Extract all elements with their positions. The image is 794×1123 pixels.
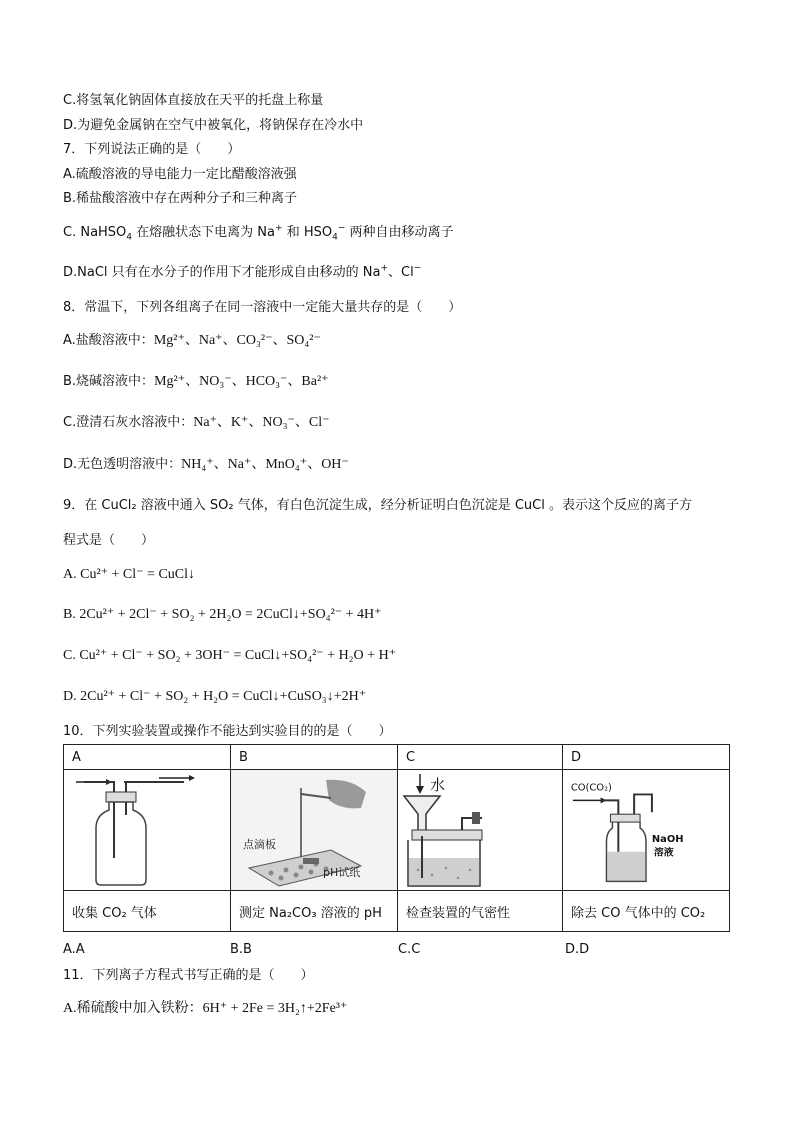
q9c-text: C. Cu²⁺ + Cl⁻ + SO₂ + 3OH⁻ = CuCl↓+SO₄²⁻ + H₂O + H⁺ (63, 648, 397, 663)
water-label: 水 (430, 776, 446, 794)
caption-a: 收集 CO₂ 气体 (64, 891, 231, 932)
naoh-label: NaOH (651, 833, 684, 845)
ph-paper-label: pH试纸 (323, 866, 361, 879)
table-header-a: A (64, 745, 231, 770)
table-header-b: B (231, 745, 398, 770)
q7c-part4: 两种自由移动离子 (349, 225, 454, 240)
option-d: D.D (565, 942, 590, 957)
option-a: A.A (63, 942, 85, 957)
table-header-c: C (398, 745, 563, 770)
caption-c: 检查装置的气密性 (398, 891, 563, 932)
q9b-text: B. 2Cu²⁺ + 2Cl⁻ + SO₂ + 2H₂O = 2CuCl↓+SO₄²⁻ + 4H⁺ (63, 607, 382, 622)
airtightness-figure (398, 770, 562, 890)
q8c-ions: Na⁺、K⁺、NO₃⁻、Cl⁻ (193, 415, 330, 430)
q7c-text (63, 224, 454, 242)
q9-stem-line1: 9．在 CuCl₂ 溶液中通入 SO₂ 气体，有白色沉淀生成，经分析证明白色沉淀是 CuCl 。表示这个反应的离子方 (63, 498, 692, 513)
q7c-part3: 和 HSO (286, 225, 333, 240)
q7-stem: 7．下列说法正确的是（ ） (63, 142, 241, 157)
q9-stem-line2: 程式是（ ） (63, 533, 155, 548)
q7c-part2: 在熔融状态下电离为 Na (136, 225, 275, 240)
q7d-text (63, 264, 421, 282)
q8b-ions: Mg²⁺、NO₃⁻、HCO₃⁻、Ba²⁺ (154, 374, 329, 389)
q8b-prefix: B.烧碱溶液中： (63, 374, 155, 389)
table-header-d: D (563, 745, 730, 770)
q8c-prefix: C.澄清石灰水溶液中： (63, 415, 194, 430)
q11a-text (63, 1000, 347, 1018)
q8d-ions: NH₄⁺、Na⁺、MnO₄⁺、OH⁻ (181, 457, 349, 472)
option-c: C.C (398, 942, 421, 957)
q8-stem: 8．常温下，下列各组离子在同一溶液中一定能大量共存的是（ ） (63, 300, 462, 315)
q8c-text (63, 414, 330, 432)
q6c-text: C.将氢氧化钠固体直接放在天平的托盘上称量 (63, 93, 324, 108)
q8a-ions: Mg²⁺、Na⁺、CO₃²⁻、SO₄²⁻ (153, 333, 321, 348)
figure-a-cell (64, 770, 231, 891)
q11-stem: 11．下列离子方程式书写正确的是（ ） (63, 968, 314, 983)
q8d-prefix: D.无色透明溶液中： (63, 457, 182, 472)
option-b: B.B (230, 942, 252, 957)
figure-b-cell (231, 770, 398, 891)
dropping-plate-label: 点滴板 (243, 838, 276, 851)
gas-label: CO(CO₂) (570, 782, 612, 794)
q11a-equation: A.稀硫酸中加入铁粉：6H⁺ + 2Fe = 3H₂↑+2Fe³⁺ (63, 1001, 348, 1016)
q10-options (63, 942, 730, 960)
q7d-part2: 、Cl (388, 265, 414, 280)
q8a-text (63, 332, 321, 350)
q7c-part1: C. NaHSO (63, 225, 127, 240)
caption-b: 测定 Na₂CO₃ 溶液的 pH (231, 891, 398, 932)
q7c-sup2: − (337, 223, 346, 234)
q7a-text: A.硫酸溶液的导电能力一定比醋酸溶液强 (63, 167, 297, 182)
solution-label: 溶液 (653, 847, 674, 859)
figure-c-cell (398, 770, 563, 891)
q7c-sub: 4 (126, 232, 133, 243)
experiment-table (63, 744, 730, 932)
q7d-sup2: − (413, 263, 422, 274)
q6d-text: D.为避免金属钠在空气中被氧化，将钠保存在冷水中 (63, 118, 364, 133)
q7b-text: B.稀盐酸溶液中存在两种分子和三种离子 (63, 191, 298, 206)
gas-washing-figure (563, 770, 729, 890)
q9a-text: A. Cu²⁺ + Cl⁻ = CuCl↓ (63, 567, 196, 582)
q9d-text: D. 2Cu²⁺ + Cl⁻ + SO₂ + H₂O = CuCl↓+CuSO₃↓+2H⁺ (63, 689, 367, 704)
q8a-prefix: A.盐酸溶液中： (63, 333, 154, 348)
ph-test-figure (231, 770, 397, 890)
gas-bottle-figure (64, 770, 230, 890)
q8d-text (63, 456, 349, 474)
q7c-sup1: + (275, 223, 283, 234)
q7c-sub2: 4 (332, 232, 338, 243)
q7d-part1: D.NaCl 只有在水分子的作用下才能形成自由移动的 Na (63, 265, 381, 280)
caption-d: 除去 CO 气体中的 CO₂ (563, 891, 730, 932)
q10-stem: 10．下列实验装置或操作不能达到实验目的的是（ ） (63, 724, 392, 739)
q7d-sup1: + (380, 263, 389, 274)
figure-d-cell (563, 770, 730, 891)
q8b-text (63, 373, 329, 391)
